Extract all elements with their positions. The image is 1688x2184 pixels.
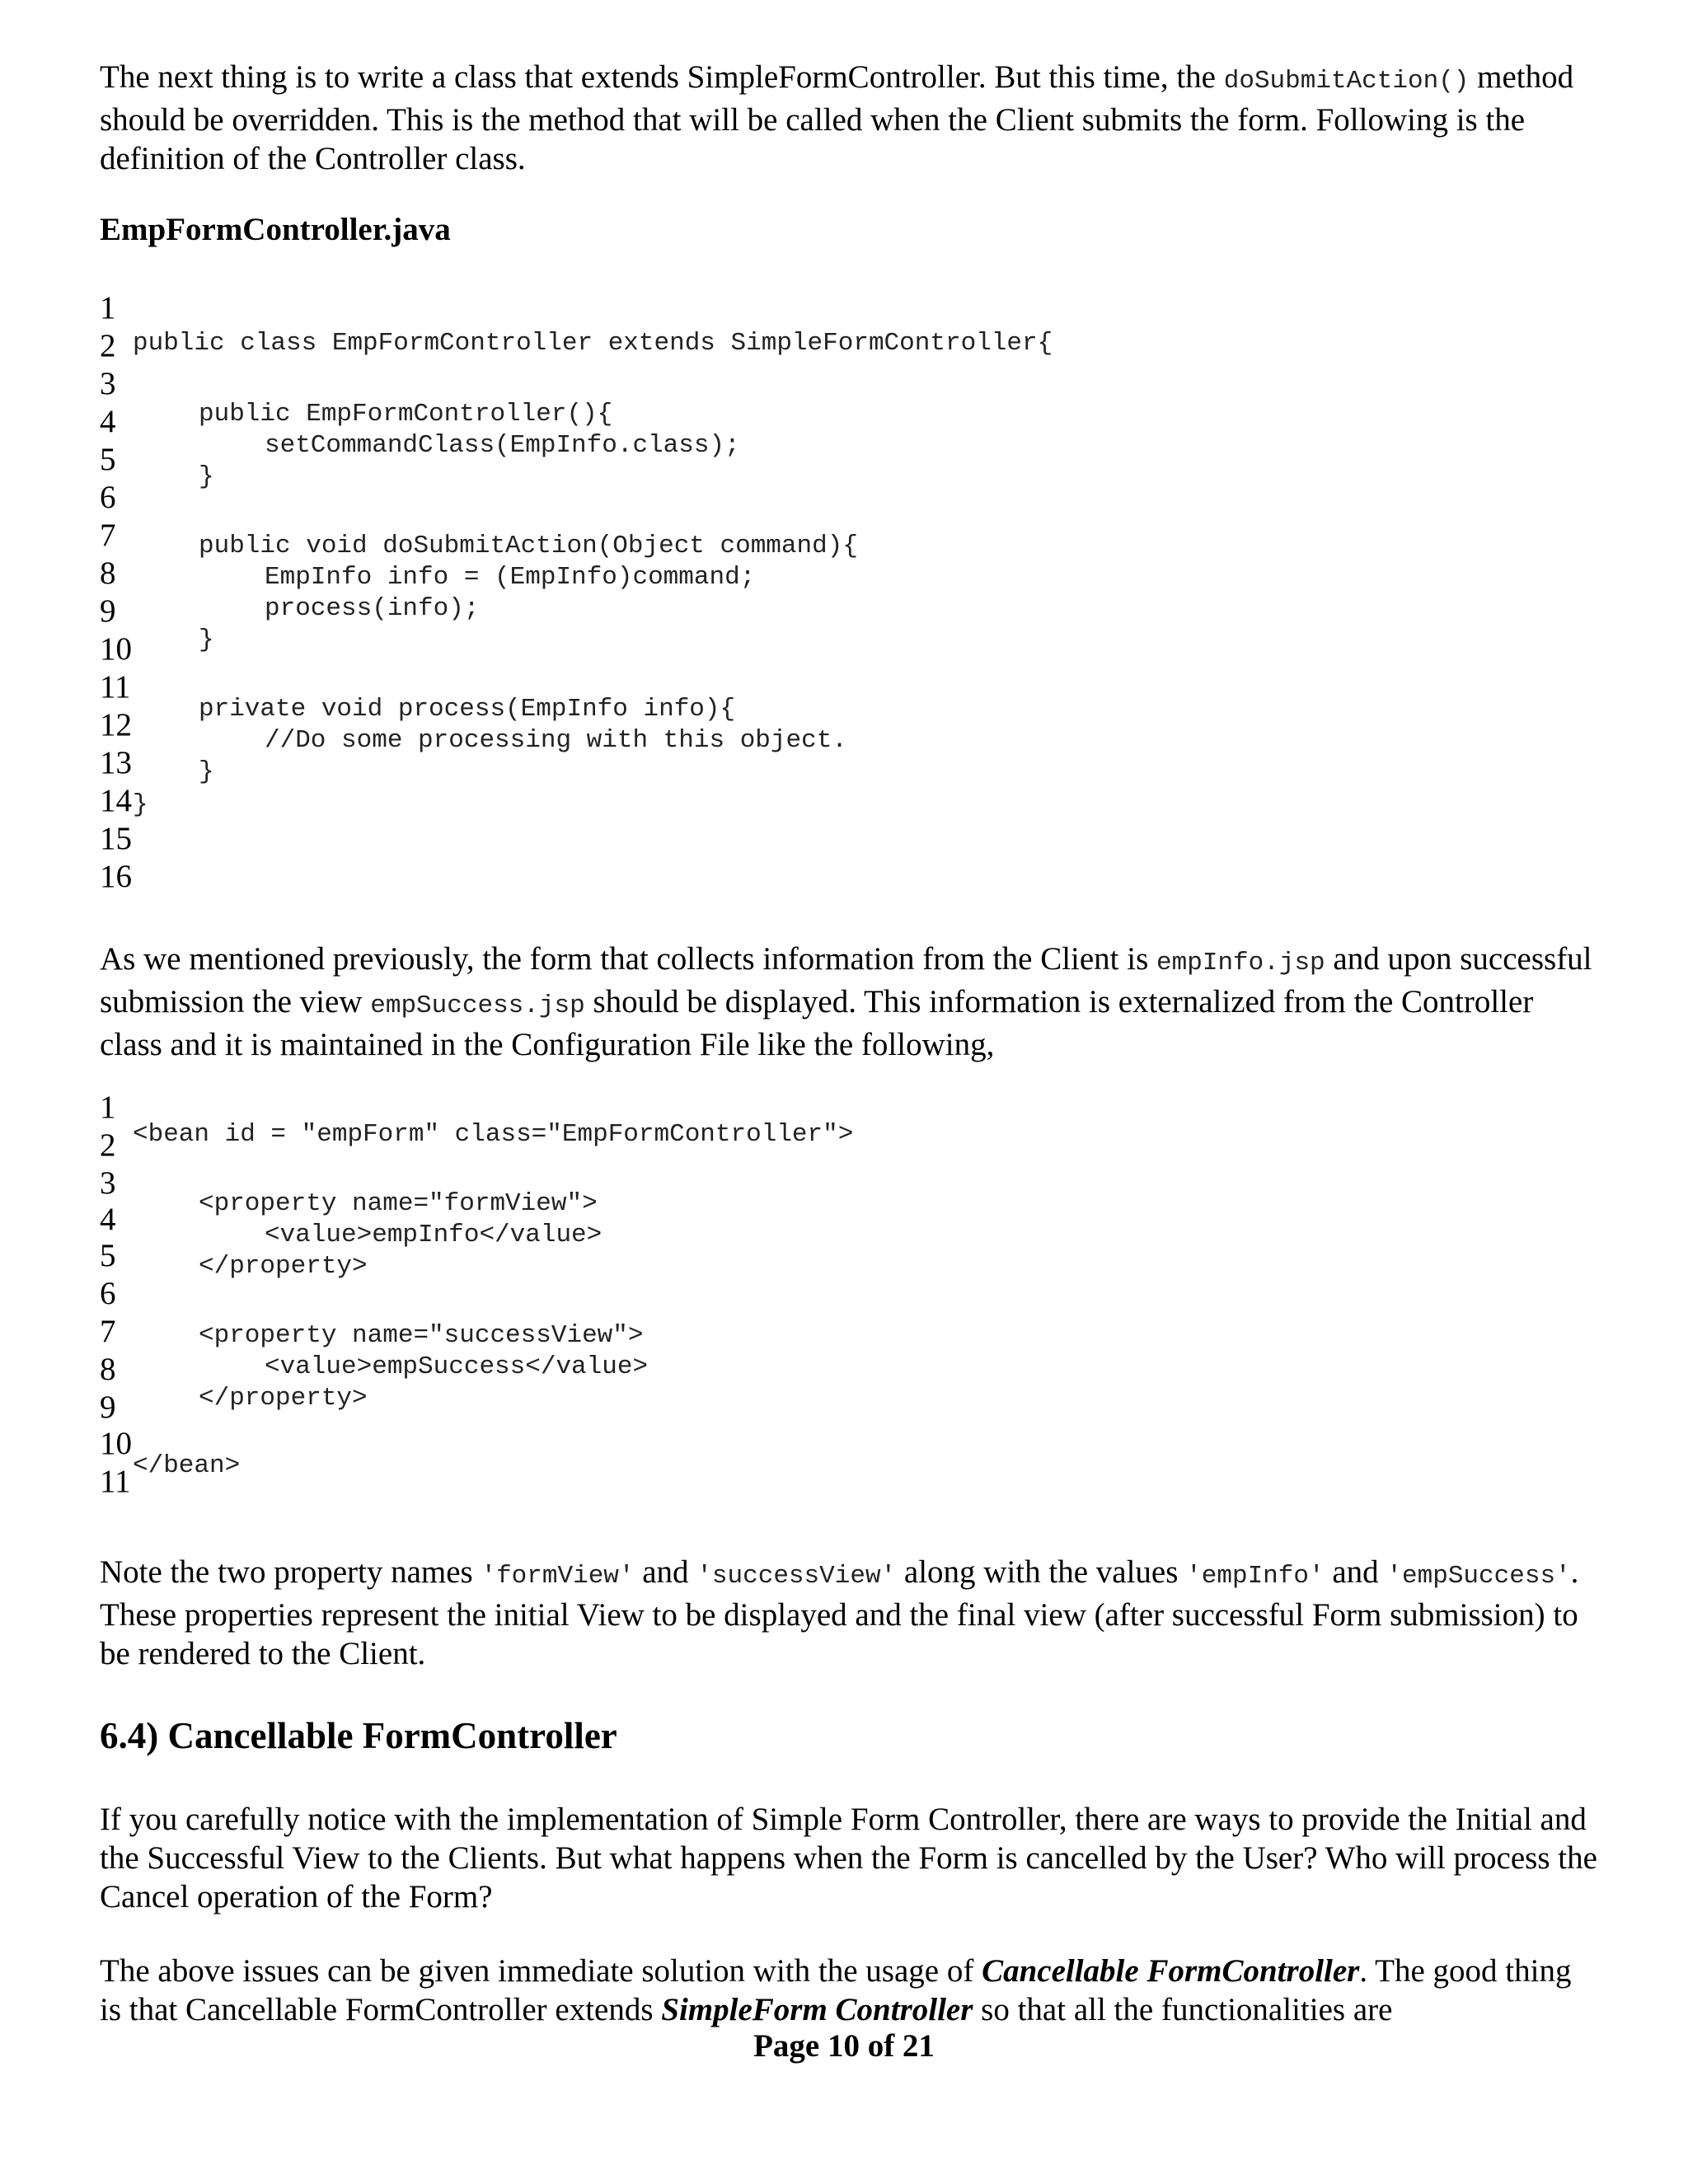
line-number: 2 xyxy=(100,1127,116,1163)
line-number: 8 xyxy=(100,555,116,591)
line-number: 16 xyxy=(100,859,132,894)
inline-code: 'formView' xyxy=(481,1562,635,1591)
code-line: <property name="successView"> xyxy=(199,1321,644,1350)
inline-code: empSuccess.jsp xyxy=(370,991,585,1020)
code-line: } xyxy=(199,462,214,491)
line-number: 3 xyxy=(100,1165,116,1201)
code-line: } xyxy=(133,790,148,819)
section-heading: 6.4) Cancellable FormController xyxy=(100,1715,617,1756)
line-number: 13 xyxy=(100,745,132,780)
line-number: 8 xyxy=(100,1352,116,1387)
code-block-java xyxy=(100,288,1583,948)
line-number: 1 xyxy=(100,1090,116,1125)
code-line: <bean id = "empForm" class="EmpFormController"> xyxy=(133,1120,854,1149)
line-number: 7 xyxy=(100,1314,116,1349)
note-paragraph: Note the two property names 'formView' and 'successView' along with the values 'empInfo' and 'empSuccess'. These properties represent the initial View to be displayed and the final view (after successful Form submission) to be rendered to the Client. xyxy=(100,1554,1579,1671)
code-line: EmpInfo info = (EmpInfo)command; xyxy=(265,563,756,592)
code-line: } xyxy=(199,626,214,654)
code-line: setCommandClass(EmpInfo.class); xyxy=(265,431,740,460)
line-number: 6 xyxy=(100,480,116,515)
inline-code: 'empSuccess' xyxy=(1386,1562,1571,1591)
code-line: public void doSubmitAction(Object command){ xyxy=(199,532,858,560)
code-line: </property> xyxy=(199,1252,368,1281)
code-line: </bean> xyxy=(133,1451,241,1480)
file-heading: EmpFormController.java xyxy=(100,212,451,247)
line-number: 9 xyxy=(100,1390,116,1425)
emphasis-text: Cancellable FormController xyxy=(982,1953,1360,1989)
line-number: 11 xyxy=(100,669,131,705)
emphasis-text: SimpleForm Controller xyxy=(661,1992,973,2027)
inline-code: empInfo.jsp xyxy=(1156,949,1325,977)
code-line: <value>empSuccess</value> xyxy=(265,1352,649,1381)
line-number: 5 xyxy=(100,1238,116,1273)
line-number: 2 xyxy=(100,328,116,363)
code-line: public EmpFormController(){ xyxy=(199,400,613,429)
line-number: 10 xyxy=(100,1426,132,1461)
cancellable-solution-paragraph: The above issues can be given immediate solution with the usage of Cancellable FormController. The good thing is that Cancellable FormController extends SimpleForm Controller so that all the functionalities are xyxy=(100,1953,1572,2027)
code-line: private void process(EmpInfo info){ xyxy=(199,695,736,724)
code-line: <property name="formView"> xyxy=(199,1189,598,1218)
code-line: //Do some processing with this object. xyxy=(265,726,847,755)
line-number: 5 xyxy=(100,442,116,477)
inline-code: 'empInfo' xyxy=(1186,1562,1325,1591)
code-block-xml xyxy=(100,1088,1583,1566)
line-number: 14 xyxy=(100,783,132,818)
line-number: 1 xyxy=(100,290,116,326)
line-number: 4 xyxy=(100,1202,116,1237)
line-number: 12 xyxy=(100,707,132,743)
line-number: 10 xyxy=(100,631,132,667)
line-number: 9 xyxy=(100,593,116,629)
line-number: 6 xyxy=(100,1276,116,1311)
code-line: process(info); xyxy=(265,594,480,623)
line-number: 7 xyxy=(100,518,116,553)
line-number: 11 xyxy=(100,1464,131,1499)
line-number: 4 xyxy=(100,404,116,439)
page-footer: Page 10 of 21 xyxy=(753,2028,935,2064)
code-line: } xyxy=(199,757,214,786)
line-number: 3 xyxy=(100,366,116,401)
intro-paragraph: The next thing is to write a class that extends SimpleFormController. But this time, the doSubmitAction() method should be overridden. This is the method that will be called when the Client submits the form. Following is the definition of the Controller class. xyxy=(100,59,1574,176)
line-number: 15 xyxy=(100,821,132,856)
code-line: public class EmpFormController extends SimpleFormController{ xyxy=(133,329,1053,358)
code-line: <value>empInfo</value> xyxy=(265,1221,603,1249)
inline-code: doSubmitAction() xyxy=(1223,67,1470,96)
inline-code: 'successView' xyxy=(696,1562,897,1591)
cancellable-intro-paragraph: If you carefully notice with the implementation of Simple Form Controller, there are ways to provide the Initial and the Successful View to the Clients. But what happens when the Form is cancelled by the User? Who will process the Cancel operation of the Form? xyxy=(100,1802,1597,1915)
code-line: </property> xyxy=(199,1384,368,1413)
config-intro-paragraph: As we mentioned previously, the form that collects information from the Client is empInfo.jsp and upon successful submission the view empSuccess.jsp should be displayed. This information is externalized from the Controller class and it is maintained in the Configuration File like the following, xyxy=(100,941,1592,1062)
